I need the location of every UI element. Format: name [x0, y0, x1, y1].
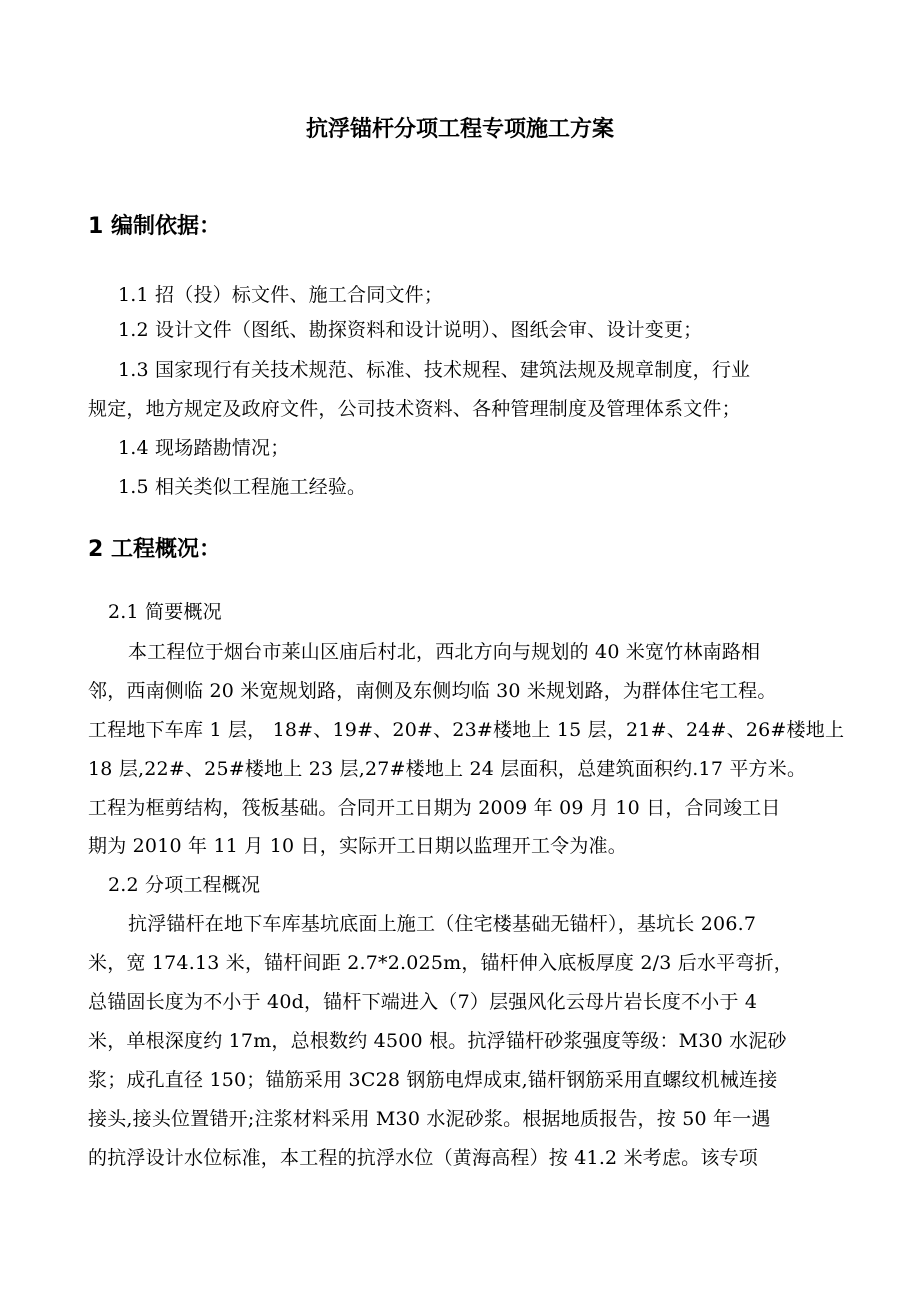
- paragraph-line: 米，宽 174.13 米，锚杆间距 2.7*2.025m，锚杆伸入底板厚度 2/3 后水平弯折，: [88, 952, 793, 974]
- paragraph-line: 期为 2010 年 11 月 10 日，实际开工日期以监理开工令为准。: [88, 835, 627, 857]
- paragraph-line: 抗浮锚杆在地下车库基坑底面上施工（住宅楼基础无锚杆），基坑长 206.7: [128, 913, 757, 935]
- subsection-2-2-heading: 2.2 分项工程概况: [108, 874, 261, 896]
- section-1-item: 1.4 现场踏勘情况；: [118, 437, 290, 459]
- section-2-heading: 2 工程概况：: [88, 537, 221, 562]
- paragraph-line: 米，单根深度约 17m，总根数约 4500 根。抗浮锚杆砂浆强度等级：M30 水泥砂: [88, 1030, 787, 1052]
- section-1-item: 1.1 招（投）标文件、施工合同文件；: [118, 284, 444, 306]
- paragraph-line: 浆；成孔直径 150；锚筋采用 3C28 钢筋电焊成束,锚杆钢筋采用直螺纹机械连接: [88, 1069, 778, 1091]
- paragraph-line: 工程为框剪结构，筏板基础。合同开工日期为 2009 年 09 月 10 日，合同竣工日: [88, 797, 781, 819]
- section-1-heading: 1 编制依据：: [88, 214, 221, 239]
- section-1-item: 1.2 设计文件（图纸、勘探资料和设计说明）、图纸会审、设计变更；: [118, 319, 703, 341]
- paragraph-line: 邻，西南侧临 20 米宽规划路，南侧及东侧均临 30 米规划路，为群体住宅工程。: [88, 680, 777, 702]
- section-1-item: 1.5 相关类似工程施工经验。: [118, 476, 367, 498]
- paragraph-line: 的抗浮设计水位标准，本工程的抗浮水位（黄海高程）按 41.2 米考虑。该专项: [88, 1147, 758, 1169]
- document-title: 抗浮锚杆分项工程专项施工方案: [305, 116, 614, 142]
- section-1-item: 1.3 国家现行有关技术规范、标准、技术规程、建筑法规及规章制度，行业: [118, 359, 751, 381]
- paragraph-line: 总锚固长度为不小于 40d，锚杆下端进入（7）层强风化云母片岩长度不小于 4: [88, 991, 758, 1013]
- paragraph-line: 本工程位于烟台市莱山区庙后村北，西北方向与规划的 40 米宽竹林南路相: [128, 641, 761, 663]
- paragraph-line: 接头,接头位置错开;注浆材料采用 M30 水泥砂浆。根据地质报告，按 50 年一遇: [88, 1108, 771, 1130]
- paragraph-line: 18 层,22#、25#楼地上 23 层,27#楼地上 24 层面积，总建筑面积约.17 平方米。: [88, 758, 807, 780]
- section-1-item-continued: 规定，地方规定及政府文件，公司技术资料、各种管理制度及管理体系文件；: [88, 398, 741, 420]
- subsection-2-1-heading: 2.1 简要概况: [108, 601, 222, 623]
- paragraph-line: 工程地下车库 1 层， 18#、19#、20#、23#楼地上 15 层，21#、24#、26#楼地上: [88, 719, 845, 741]
